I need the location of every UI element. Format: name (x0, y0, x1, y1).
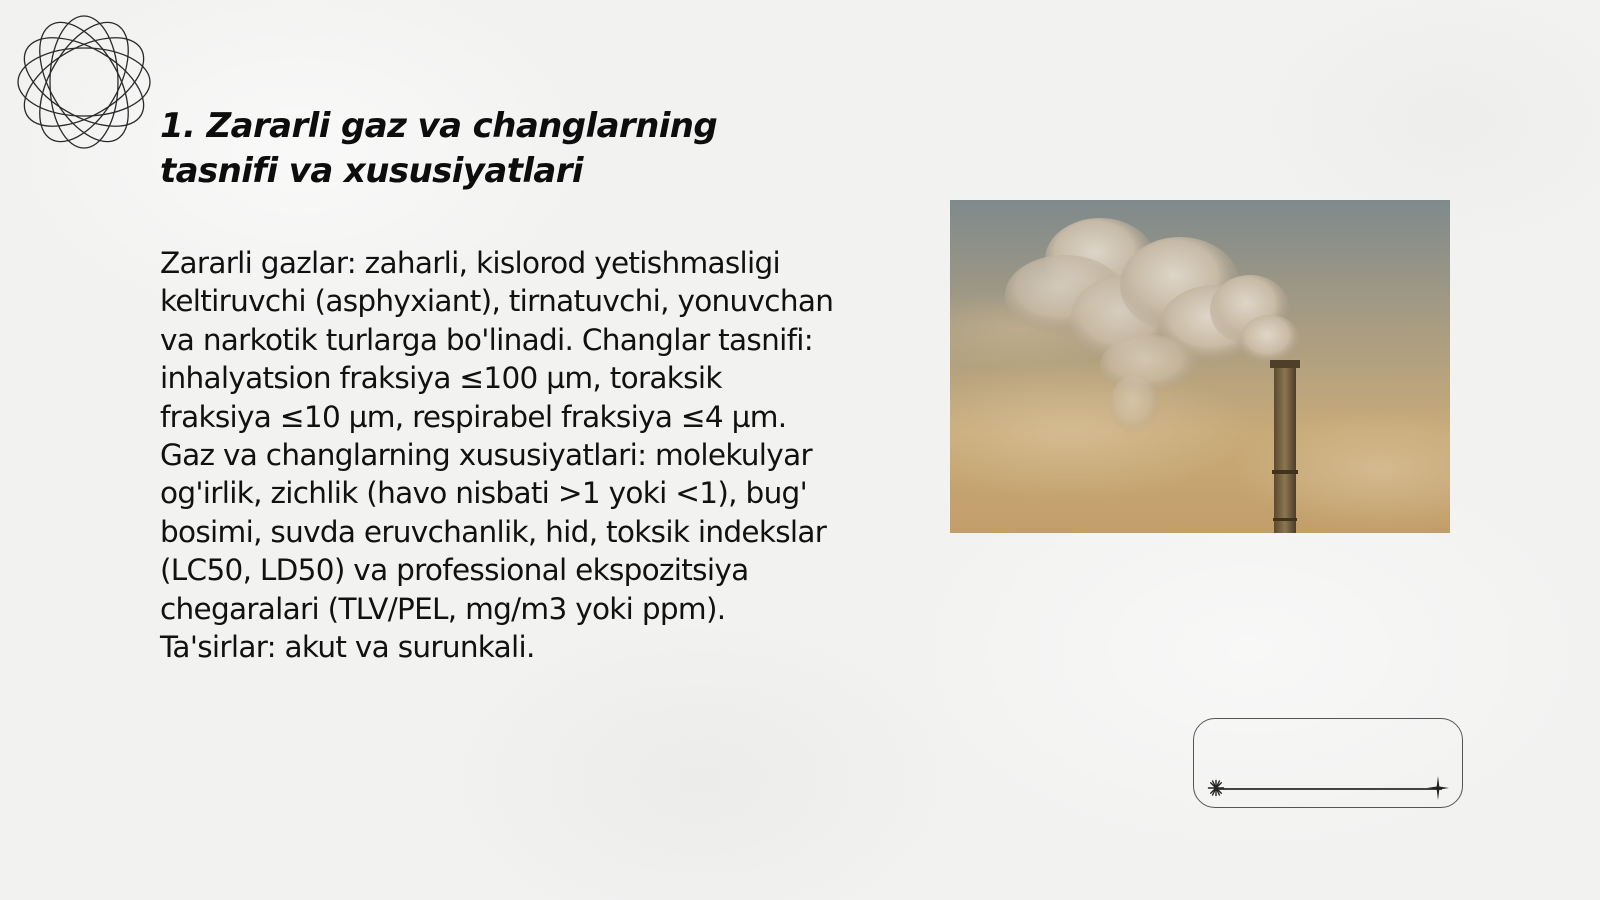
slide-title: 1. Zararli gaz va changlarning tasnifi va xususiyatlari (160, 106, 718, 191)
slider-line (1214, 788, 1442, 790)
burst-icon (1207, 779, 1225, 797)
smokestack-photo (950, 200, 1450, 533)
decorative-slider-frame (1193, 718, 1463, 808)
sparkle-cross-icon (1427, 776, 1449, 800)
orbit-rings-icon (10, 8, 158, 156)
slide-body-text: Zararli gazlar: zaharli, kislorod yetishmasligi keltiruvchi (asphyxiant), tirnatuvchi, yonuvchan va narkotik turlarga bo'linadi. Changlar tasnifi: inhalyatsion fraksiya ≤100 µm, toraksik fraksiya ≤10 µm, respirabel fraksiya ≤4 µm. Gaz va changlarning xususiyatlari: molekulyar og'irlik, zichlik (havo nisbati >1 yoki <1), bug' bosimi, suvda eruvchanlik, hid, toksik indekslar (LC50, LD50) va professional ekspozitsiya chegaralari (TLV/PEL, mg/m3 yoki ppm). Ta'sirlar: akut va surunkali. (160, 246, 834, 665)
